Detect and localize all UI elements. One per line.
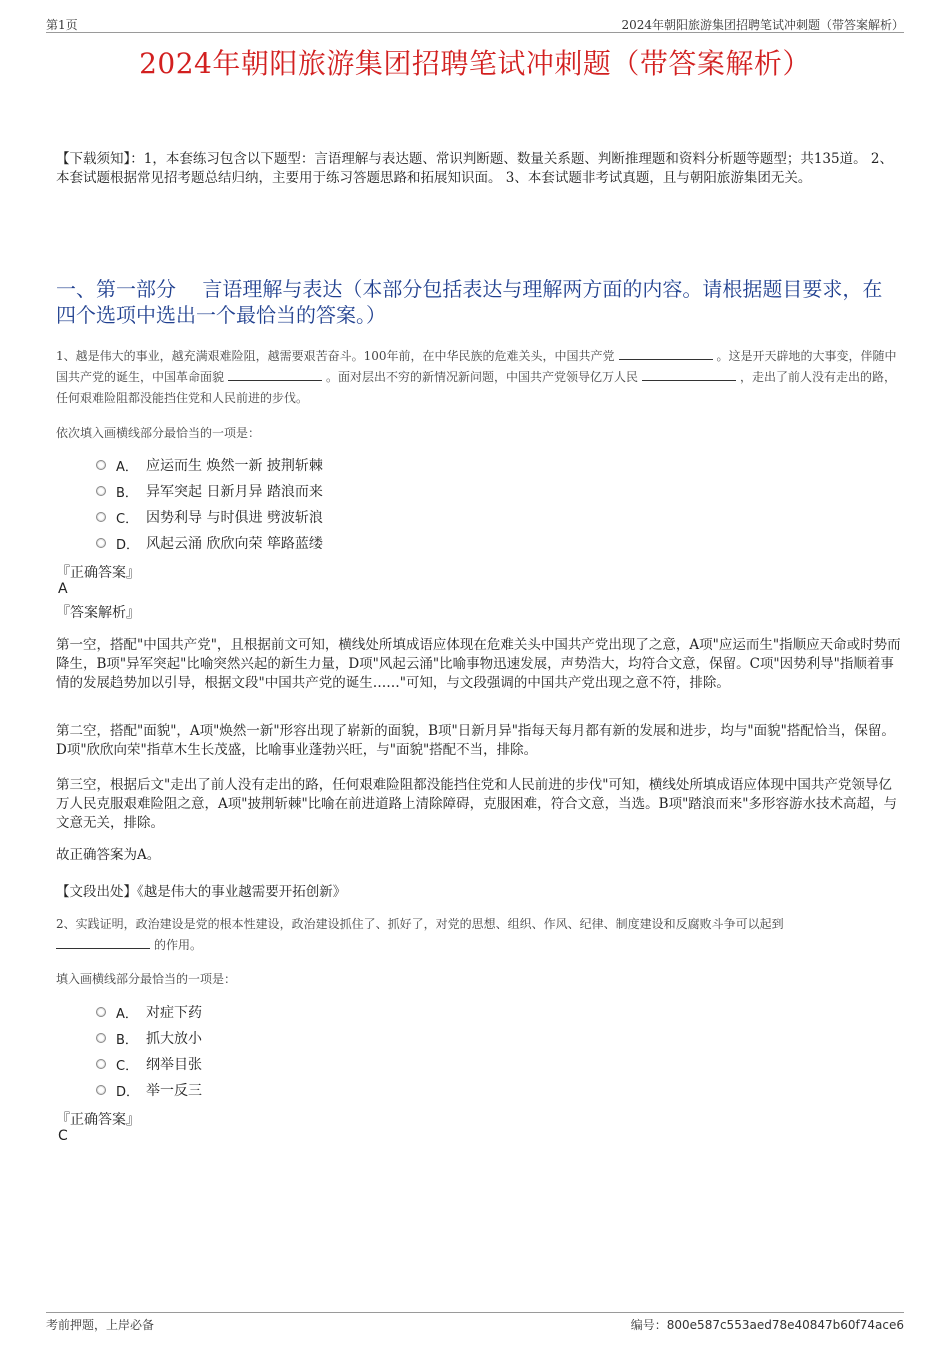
answer-blank xyxy=(228,368,322,381)
radio-icon[interactable] xyxy=(96,1033,106,1043)
radio-icon[interactable] xyxy=(96,1059,106,1069)
option-c[interactable]: C． 纲举目张 xyxy=(96,1051,202,1077)
option-d[interactable]: D． 风起云涌 欣欣向荣 筚路蓝缕 xyxy=(96,530,323,556)
analysis-conclusion: 故正确答案为A。 xyxy=(56,847,161,863)
correct-answer-label: 『正确答案』 xyxy=(56,565,140,581)
correct-answer: C xyxy=(58,1128,68,1144)
radio-icon[interactable] xyxy=(96,460,106,470)
question-2-text: 2、实践证明，政治建设是党的根本性建设，政治建设抓住了、抓好了，对党的思想、组织、作风、纪律、制度建设和反腐败斗争可以起到 的作用。 xyxy=(56,917,784,952)
radio-icon[interactable] xyxy=(96,538,106,548)
question-2-prompt: 填入画横线部分最恰当的一项是： xyxy=(56,972,237,986)
download-notice: 【下载须知】：1，本套练习包含以下题型：言语理解与表达题、常识判断题、数量关系题、判断推理题和资料分析题等题型；共135道。 2、本套试题根据常见招考题总结归纳，主要用于练习答题思路和拓展知识面。 3、本套试题非考试真题，且与朝阳旅游集团无关。 xyxy=(56,151,893,186)
answer-blank xyxy=(619,347,713,360)
analysis-paragraph-1: 第一空，搭配"中国共产党"，且根据前文可知，横线处所填成语应体现在危难关头中国共产党出现了之意，A项"应运而生"指顺应天命或时势而降生，B项"异军突起"比喻突然兴起的新生力量，D项"风起云涌"比喻事物迅速发展，声势浩大，均符合文意，保留。C项"因势利导"指顺着事情的发展趋势加以引导，根据文段"中国共产党的诞生……"可知，与文段强调的中国共产党出现之意不符，排除。 xyxy=(56,637,901,691)
option-d[interactable]: D． 举一反三 xyxy=(96,1077,202,1103)
answer-blank xyxy=(56,936,150,949)
option-b[interactable]: B． 抓大放小 xyxy=(96,1025,202,1051)
document-code: 编号：800e587c553aed78e40847b60f74ace6 xyxy=(630,1318,904,1332)
analysis-paragraph-2: 第二空，搭配"面貌"，A项"焕然一新"形容出现了崭新的面貌，B项"日新月异"指每天每月都有新的发展和进步，均与"面貌"搭配恰当，保留。D项"欣欣向荣"指草木生长茂盛，比喻事业蓬勃兴旺，与"面貌"搭配不当，排除。 xyxy=(56,723,895,758)
passage-source: 【文段出处】《越是伟大的事业越需要开拓创新》 xyxy=(56,884,347,900)
question-2-options xyxy=(96,999,202,1103)
option-c[interactable]: C． 因势利导 与时俱进 劈波斩浪 xyxy=(96,504,323,530)
page-footer xyxy=(46,1312,904,1333)
correct-answer-label: 『正确答案』 xyxy=(56,1112,140,1128)
document-title: 2024年朝阳旅游集团招聘笔试冲刺题（带答案解析） xyxy=(139,47,811,80)
question-1-prompt: 依次填入画横线部分最恰当的一项是： xyxy=(56,426,261,440)
page-header xyxy=(46,14,904,33)
correct-answer: A xyxy=(58,581,68,597)
radio-icon[interactable] xyxy=(96,486,106,496)
answer-blank xyxy=(642,368,736,381)
question-1-options xyxy=(96,452,323,556)
question-1-text: 1、越是伟大的事业，越充满艰难险阻，越需要艰苦奋斗。100年前，在中华民族的危难关头，中国共产党 。这是开天辟地的大事变，伴随中国共产党的诞生，中国革命面貌 。面对层出不穷的新情况新问题，中国共产党领导亿万人民 ，走出了前人没有走出的路，任何艰难险阻都没能挡住党和人民前进的步伐。 xyxy=(56,349,897,405)
option-a[interactable]: A． 应运而生 焕然一新 披荆斩棘 xyxy=(96,452,323,478)
footer-slogan: 考前押题，上岸必备 xyxy=(46,1318,155,1332)
option-b[interactable]: B． 异军突起 日新月异 踏浪而来 xyxy=(96,478,323,504)
radio-icon[interactable] xyxy=(96,512,106,522)
analysis-paragraph-3: 第三空，根据后文"走出了前人没有走出的路，任何艰难险阻都没能挡住党和人民前进的步伐"可知，横线处所填成语应体现中国共产党领导亿万人民克服艰难险阻之意，A项"披荆斩棘"比喻在前进道路上清除障碍，克服困难，符合文意，当选。B项"踏浪而来"多形容游水技术高超，与文意无关，排除。 xyxy=(56,777,898,831)
header-doc-title: 2024年朝阳旅游集团招聘笔试冲刺题（带答案解析） xyxy=(621,18,904,32)
radio-icon[interactable] xyxy=(96,1007,106,1017)
option-a[interactable]: A． 对症下药 xyxy=(96,999,202,1025)
page-number: 第1页 xyxy=(46,18,78,32)
radio-icon[interactable] xyxy=(96,1085,106,1095)
section-heading: 一、第一部分 言语理解与表达（本部分包括表达与理解两方面的内容。请根据题目要求，在四个选项中选出一个最恰当的答案。） xyxy=(56,277,883,327)
analysis-label: 『答案解析』 xyxy=(56,605,140,621)
